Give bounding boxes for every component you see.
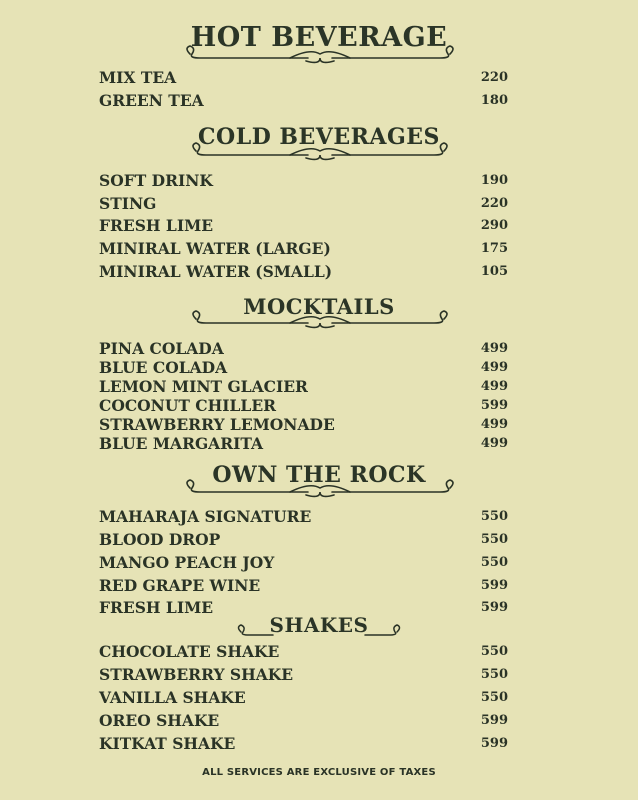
menu-item-name: STING bbox=[99, 194, 157, 213]
menu-item-price: 550 bbox=[480, 690, 508, 705]
menu-item-price: 499 bbox=[480, 341, 508, 356]
menu-item-price: 499 bbox=[480, 379, 508, 394]
menu-item-name: GREEN TEA bbox=[99, 91, 204, 110]
menu-item-name: BLOOD DROP bbox=[99, 530, 221, 549]
menu-item-price: 220 bbox=[480, 196, 508, 211]
menu-item-price: 550 bbox=[480, 555, 508, 570]
menu-item-name: MINIRAL WATER (SMALL) bbox=[99, 262, 333, 281]
menu-item-name: VANILLA SHAKE bbox=[99, 688, 246, 707]
menu-item-name: FRESH LIME bbox=[99, 598, 214, 617]
menu-item-name: BLUE MARGARITA bbox=[99, 434, 264, 453]
menu-item-price: 499 bbox=[480, 417, 508, 432]
menu-item-price: 550 bbox=[480, 644, 508, 659]
menu-item-price: 550 bbox=[480, 532, 508, 547]
menu-item-name: STRAWBERRY SHAKE bbox=[99, 665, 294, 684]
menu-item-name: MANGO PEACH JOY bbox=[99, 553, 275, 572]
menu-item-name: PINA COLADA bbox=[99, 339, 224, 358]
menu-item-name: BLUE COLADA bbox=[99, 358, 228, 377]
section-title-own-the-rock: OWN THE ROCK bbox=[212, 462, 426, 488]
menu-item-price: 599 bbox=[480, 398, 508, 413]
menu-item-name: LEMON MINT GLACIER bbox=[99, 377, 308, 396]
menu-item-price: 180 bbox=[480, 93, 508, 108]
flourish-divider-icon bbox=[180, 476, 460, 498]
section-title-hot-beverage: HOT BEVERAGE bbox=[190, 22, 448, 53]
flourish-divider-icon bbox=[180, 42, 460, 64]
section-title-cold-beverages: COLD BEVERAGES bbox=[198, 124, 440, 150]
menu-item-price: 599 bbox=[480, 736, 508, 751]
menu-item-price: 599 bbox=[480, 600, 508, 615]
menu-item-price: 550 bbox=[480, 667, 508, 682]
flourish-divider-icon bbox=[186, 139, 454, 161]
menu-item-name: SOFT DRINK bbox=[99, 171, 213, 190]
menu-item-name: MAHARAJA SIGNATURE bbox=[99, 507, 312, 526]
menu-item-name: KITKAT SHAKE bbox=[99, 734, 236, 753]
menu-item-name: FRESH LIME bbox=[99, 216, 214, 235]
menu-item-price: 175 bbox=[480, 241, 508, 256]
menu-item-price: 290 bbox=[480, 218, 508, 233]
menu-item-price: 599 bbox=[480, 713, 508, 728]
menu-item-name: CHOCOLATE SHAKE bbox=[99, 642, 280, 661]
section-title-mocktails: MOCKTAILS bbox=[243, 294, 395, 319]
menu-item-name: MINIRAL WATER (LARGE) bbox=[99, 239, 331, 258]
menu-item-price: 499 bbox=[480, 436, 508, 451]
menu-item-price: 550 bbox=[480, 509, 508, 524]
section-title-shakes: SHAKES bbox=[269, 613, 369, 637]
menu-item-price: 499 bbox=[480, 360, 508, 375]
menu-item-price: 220 bbox=[480, 70, 508, 85]
menu-item-price: 599 bbox=[480, 578, 508, 593]
menu-item-name: COCONUT CHILLER bbox=[99, 396, 277, 415]
menu-item-price: 105 bbox=[480, 264, 508, 279]
flourish-divider-icon bbox=[233, 622, 405, 642]
menu-item-price: 190 bbox=[480, 173, 508, 188]
menu-item-name: RED GRAPE WINE bbox=[99, 576, 261, 595]
taxes-footnote: ALL SERVICES ARE EXCLUSIVE OF TAXES bbox=[202, 767, 436, 778]
menu-item-name: MIX TEA bbox=[99, 68, 177, 87]
menu-item-name: OREO SHAKE bbox=[99, 711, 220, 730]
flourish-divider-icon bbox=[186, 307, 454, 329]
menu-item-name: STRAWBERRY LEMONADE bbox=[99, 415, 335, 434]
